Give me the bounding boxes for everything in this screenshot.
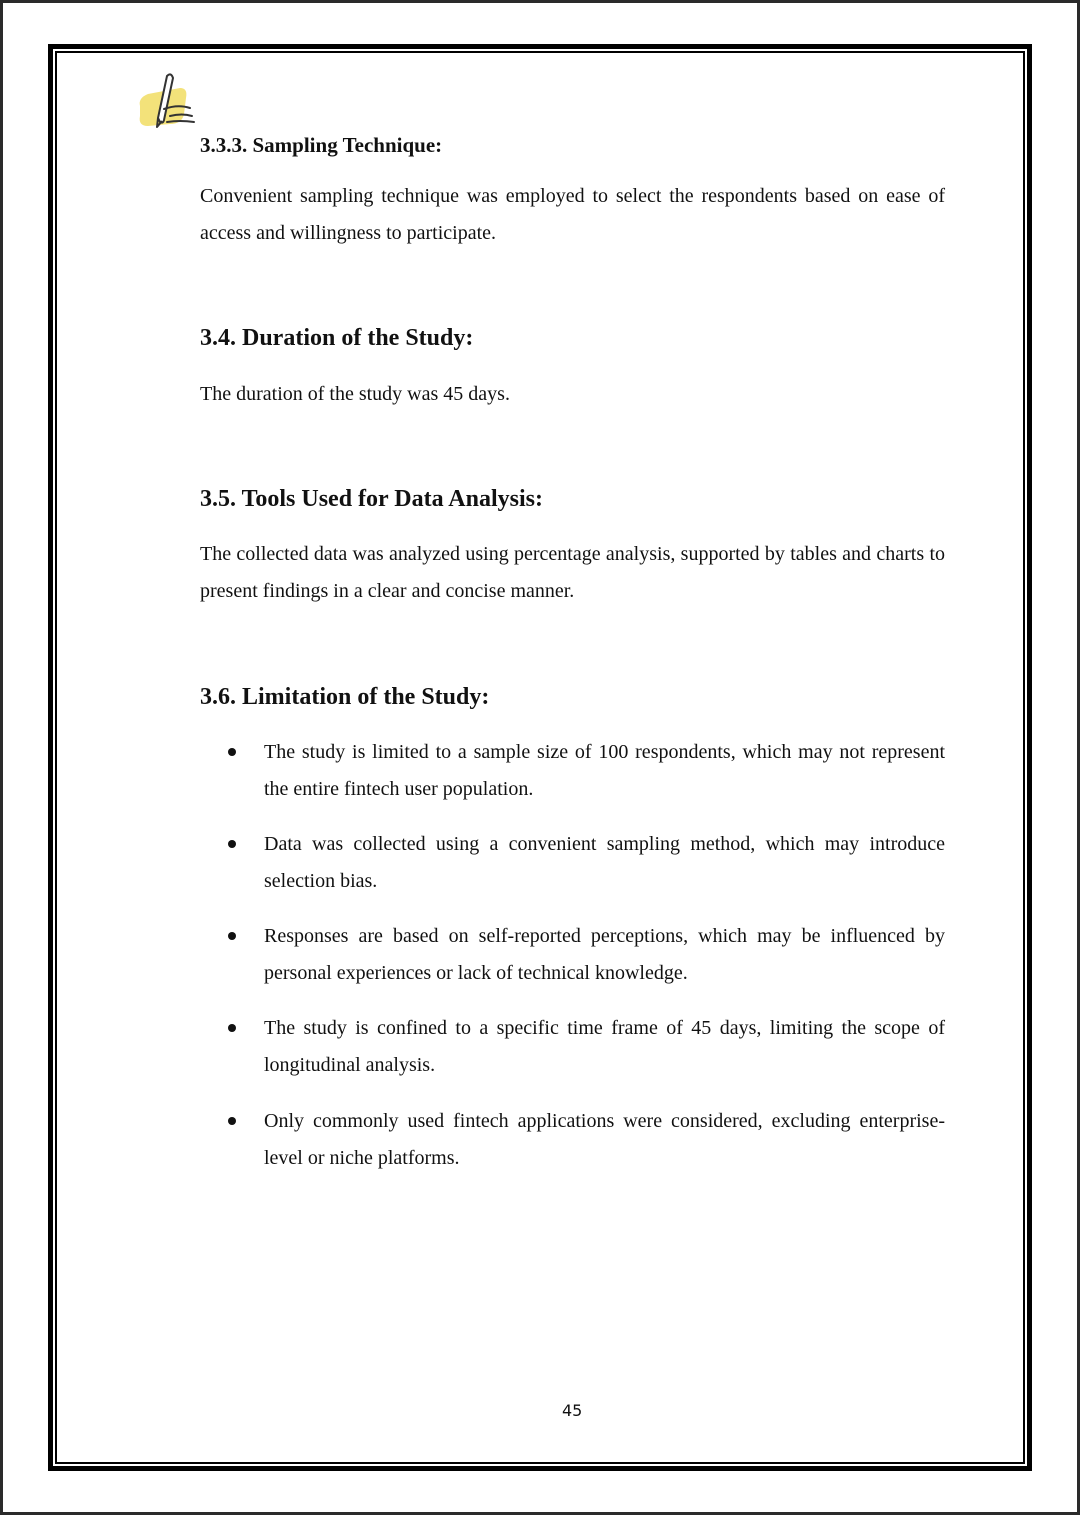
bullet-icon bbox=[228, 748, 236, 756]
bullet-icon bbox=[228, 932, 236, 940]
list-item-text: The study is limited to a sample size of 100 respondents, which may not represent the entire fintech user population. bbox=[264, 741, 945, 800]
list-item-text: Data was collected using a convenient sampling method, which may introduce selection bias. bbox=[264, 833, 945, 892]
list-item-text: Responses are based on self-reported perceptions, which may be influenced by personal experiences or lack of technical knowledge. bbox=[264, 925, 945, 984]
pen-highlighter-icon bbox=[134, 70, 204, 132]
section-heading-limitations: 3.6. Limitation of the Study: bbox=[200, 684, 490, 710]
page-number: 45 bbox=[562, 1401, 583, 1420]
section-heading-tools: 3.5. Tools Used for Data Analysis: bbox=[200, 486, 543, 512]
section-text-sampling: Convenient sampling technique was employed to select the respondents based on ease of access and willingness to participate. bbox=[200, 185, 945, 244]
list-item-text: The study is confined to a specific time frame of 45 days, limiting the scope of longitudinal analysis. bbox=[264, 1017, 945, 1076]
section-heading-sampling: 3.3.3. Sampling Technique: bbox=[200, 133, 443, 157]
list-item-text: Only commonly used fintech applications were considered, excluding enterprise-level or niche platforms. bbox=[264, 1110, 945, 1169]
section-text-tools: The collected data was analyzed using percentage analysis, supported by tables and charts to present findings in a clear and concise manner. bbox=[200, 543, 945, 602]
bullet-icon bbox=[228, 840, 236, 848]
section-heading-duration: 3.4. Duration of the Study: bbox=[200, 325, 474, 351]
bullet-icon bbox=[228, 1117, 236, 1125]
section-text-duration: The duration of the study was 45 days. bbox=[200, 383, 510, 405]
bullet-icon bbox=[228, 1024, 236, 1032]
